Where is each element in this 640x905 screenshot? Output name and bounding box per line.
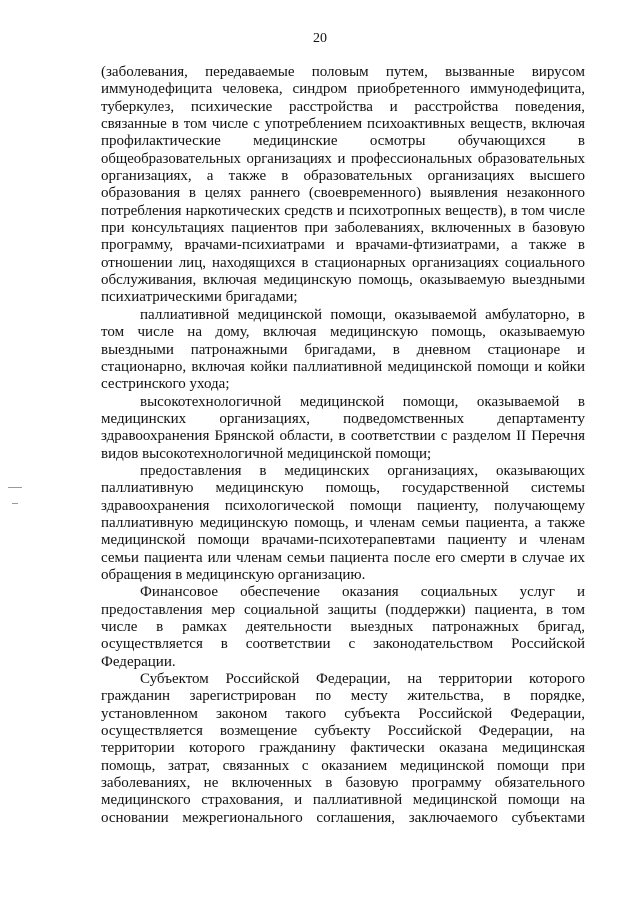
text-line-content: при консультациях пациентов при заболеваниях, включенных в базовую — [101, 220, 585, 237]
text-line-content: обращения в медицинскую организацию. — [101, 566, 366, 583]
text-line — [101, 671, 585, 688]
text-line-content: гражданин зарегистрирован по месту жительства, в порядке, — [101, 688, 585, 705]
text-line — [101, 342, 585, 359]
scan-mark — [8, 487, 22, 488]
text-line — [101, 307, 585, 324]
text-line-content: иммунодефицита человека, синдром приобретенного иммунодефицита, — [101, 81, 585, 98]
text-line — [101, 463, 585, 480]
text-line-content: обслуживания, включая медицинскую помощь, оказываемую выездными — [101, 272, 585, 289]
text-line-content: видов высокотехнологичной медицинской помощи; — [101, 445, 432, 462]
text-line-content: паллиативную медицинскую помощь, государственной системы — [101, 480, 585, 497]
text-line — [101, 220, 585, 237]
text-line — [101, 688, 585, 705]
text-line-content: осуществляется в соответствии с законодательством Российской — [101, 636, 585, 653]
text-line — [101, 654, 585, 671]
text-line-content: потребления наркотических средств и психотропных веществ), в том числе — [101, 202, 585, 219]
text-line — [101, 550, 585, 567]
text-line — [101, 515, 585, 532]
text-line — [101, 411, 585, 428]
text-line — [101, 203, 585, 220]
text-line — [101, 810, 585, 827]
text-line — [101, 272, 585, 289]
text-line — [101, 758, 585, 775]
text-line-content: образования в целях раннего (своевременного) выявления незаконного — [101, 185, 585, 202]
text-line — [101, 289, 585, 306]
text-line-content: связанные в том числе с употреблением психоактивных веществ, включая — [101, 116, 585, 133]
body-text — [101, 64, 585, 827]
text-line — [101, 775, 585, 792]
text-line — [101, 394, 585, 411]
text-line-content: паллиативной медицинской помощи, оказываемой амбулаторно, в — [140, 306, 585, 323]
text-line — [101, 324, 585, 341]
text-line-content: профилактические медицинские осмотры обучающихся в — [101, 133, 585, 150]
text-line — [101, 237, 585, 254]
text-line-content: медицинского страхования, и паллиативной медицинской помощи на — [101, 792, 585, 809]
text-line-content: Федерации. — [101, 653, 176, 670]
text-line-content: Субъектом Российской Федерации, на территории которого — [140, 671, 585, 688]
text-line — [101, 185, 585, 202]
text-line — [101, 133, 585, 150]
text-line — [101, 584, 585, 601]
text-line — [101, 81, 585, 98]
text-line — [101, 255, 585, 272]
text-line-content: (заболевания, передаваемые половым путем, вызванные вирусом — [101, 64, 585, 80]
text-line-content: числе в рамках деятельности выездных патронажных бригад, — [101, 619, 585, 635]
text-line-content: отношении лиц, находящихся в стационарных организациях социального — [101, 254, 585, 271]
text-line — [101, 636, 585, 653]
text-line — [101, 792, 585, 809]
text-line-content: том числе на дому, включая медицинскую помощь, оказываемую — [101, 324, 585, 341]
text-line — [101, 116, 585, 133]
text-line-content: общеобразовательных организациях и профессиональных образовательных — [101, 150, 585, 167]
text-line-content: сестринского ухода; — [101, 376, 230, 393]
text-line-content: Финансовое обеспечение оказания социальных услуг и — [140, 584, 585, 601]
text-line-content: установленном законом такого субъекта Российской Федерации, — [101, 705, 585, 722]
text-line-content: семьи пациента или членам семьи пациента после его смерти в случае их — [101, 549, 585, 566]
text-line — [101, 723, 585, 740]
text-line-content: медицинской помощи врачами-психотерапевтами пациенту и членам — [101, 532, 585, 549]
text-line-content: высокотехнологичной медицинской помощи, оказываемой в — [140, 393, 585, 410]
text-line — [101, 532, 585, 549]
text-line-content: заболеваниях, не включенных в базовую программу обязательного — [101, 775, 585, 792]
text-line-content: здравоохранения Брянской области, в соответствии с разделом II Перечня — [101, 428, 585, 445]
text-line — [101, 619, 585, 636]
text-line — [101, 706, 585, 723]
text-line-content: стационарно, включая койки паллиативной медицинской помощи и койки — [101, 358, 585, 375]
text-line-content: программу, врачами-психиатрами и врачами-фтизиатрами, а также в — [101, 237, 585, 254]
text-line-content: организациях, а также в образовательных организациях высшего — [101, 168, 585, 185]
text-line-content: основании межрегионального соглашения, заключаемого субъектами — [101, 809, 585, 826]
text-line — [101, 64, 585, 81]
text-line-content: психиатрическими бригадами; — [101, 289, 298, 306]
page-number: 20 — [313, 31, 327, 46]
text-line-content: территории которого гражданину фактически оказана медицинская — [101, 740, 585, 757]
text-line-content: выездными патронажными бригадами, в дневном стационаре и — [101, 341, 585, 358]
text-line-content: предоставления в медицинских организациях, оказывающих — [140, 462, 585, 479]
text-line — [101, 376, 585, 393]
text-line-content: паллиативную медицинскую помощь, и членам семьи пациента, а также — [101, 514, 585, 531]
text-line-content: осуществляется возмещение субъекту Российской Федерации, на — [101, 723, 585, 740]
text-line-content: медицинских организациях, подведомственных департаменту — [101, 410, 585, 427]
text-line — [101, 602, 585, 619]
text-line — [101, 740, 585, 757]
text-line — [101, 151, 585, 168]
text-line-content: здравоохранения психологической помощи пациенту, получающему — [101, 497, 585, 514]
text-line — [101, 498, 585, 515]
text-line-content: помощь, затрат, связанных с оказанием медицинской помощи при — [101, 757, 585, 774]
text-line — [101, 99, 585, 116]
text-line — [101, 359, 585, 376]
text-line — [101, 446, 585, 463]
scan-mark — [12, 503, 18, 504]
text-line — [101, 168, 585, 185]
text-line-content: предоставления мер социальной защиты (поддержки) пациента, в том — [101, 601, 585, 618]
text-line — [101, 567, 585, 584]
text-line — [101, 480, 585, 497]
text-line-content: туберкулез, психические расстройства и расстройства поведения, — [101, 98, 585, 115]
text-line — [101, 428, 585, 445]
